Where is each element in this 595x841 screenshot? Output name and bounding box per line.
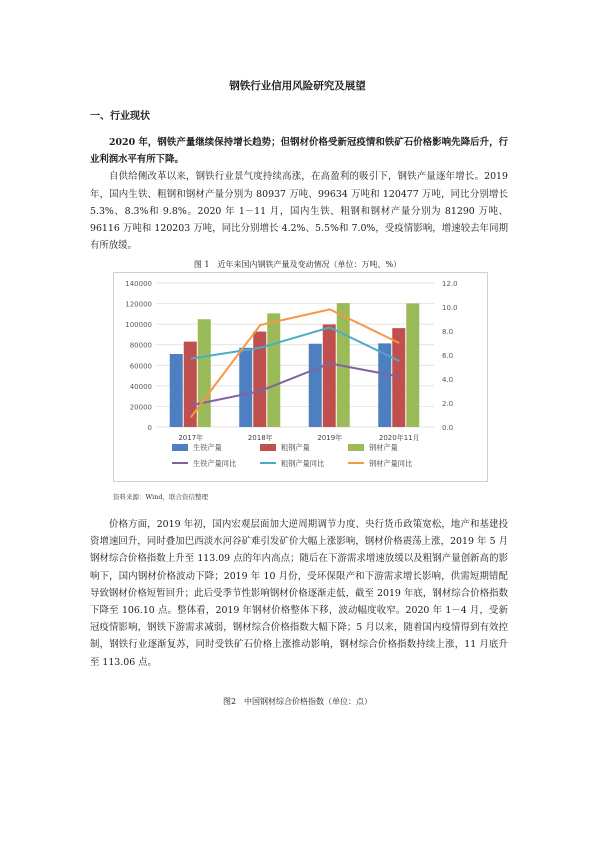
y-left-tick-label: 140000 bbox=[125, 280, 152, 288]
y-right-tick-label: 8.0 bbox=[442, 328, 454, 336]
legend-swatch bbox=[172, 444, 188, 451]
y-left-tick-label: 0 bbox=[147, 424, 152, 432]
document-title: 钢铁行业信用风险研究及展望 bbox=[229, 80, 366, 92]
x-tick-label: 2020年11月 bbox=[378, 434, 420, 442]
section-heading: 一、行业现状 bbox=[90, 111, 150, 122]
bar bbox=[323, 325, 336, 427]
y-right-tick-label: 2.0 bbox=[442, 400, 454, 408]
legend-label: 生铁产量同比 bbox=[193, 459, 237, 468]
y-left-tick-label: 80000 bbox=[129, 341, 152, 350]
figure-1-caption: 图 1 近年来国内钢铁产量及变动情况（单位：万吨、%） bbox=[193, 260, 402, 269]
paragraph-1-body: 自供给侧改革以来，钢铁行业景气度持续高涨，在高盈利的吸引下，钢铁产量逐年增长。2019 年，国内生铁、粗钢和钢材产量分别为 80937 万吨、99634 万吨和 120477 万吨，同比分别增长 5.3%、8.3%和 9.8%。2020 年 1－11 月，国内生铁、粗钢和钢材产量分别为 81290 万吨、96116 万吨和 120203 万吨，同比分别增长 4.2%、5.5%和 7.0%，受疫情影响，增速较去年同期有所放缓。 bbox=[90, 171, 508, 252]
paragraph-2: 价格方面，2019 年初，国内宏观层面加大逆周期调节力度、央行货币政策宽松，地产和基建投资增速回升，同时叠加巴西淡水河谷矿难引发矿价大幅上涨影响，钢材价格震荡上涨，2019 年 5 月钢材综合价格指数上升至 113.09 点的年内高点；随后在下游需求增速放缓以及粗钢产量创新高的影响下，国内钢材价格波动下降；2019 年 10 月份，受环保限产和下游需求增长影响，供需短期错配导致钢材价格短暂回升；此后受季节性影响钢材价格逐渐走低，截至 2019 年底，钢材综合价格指数下降至 106.10 点。整体看，2019 年钢材价格整体下移，波动幅度收窄。2020 年 1－4 月，受新冠疫情影响，钢铁下游需求减弱，钢材综合价格指数大幅下降；5 月以来，随着国内疫情得到有效控制，钢铁行业逐渐复苏，同时受铁矿石价格上涨推动影响，钢材综合价格指数持续上涨，11 月底升至 113.06 点。 bbox=[90, 519, 508, 668]
y-right-tick-label: 0.0 bbox=[442, 424, 454, 432]
y-left-tick-label: 20000 bbox=[129, 403, 152, 412]
legend-label: 粗钢产量 bbox=[281, 443, 310, 452]
legend-label: 粗钢产量同比 bbox=[281, 459, 325, 468]
bar bbox=[198, 319, 211, 427]
x-tick-label: 2019年 bbox=[317, 434, 343, 442]
bar bbox=[267, 313, 280, 427]
bar bbox=[239, 348, 252, 427]
x-tick-label: 2017年 bbox=[178, 434, 204, 442]
legend-swatch bbox=[348, 444, 364, 451]
legend-label: 钢材产量 bbox=[369, 443, 398, 452]
y-left-tick-label: 60000 bbox=[129, 362, 152, 371]
figure-2-caption: 图2 中国钢材综合价格指数（单位：点） bbox=[222, 697, 373, 706]
x-tick-label: 2018年 bbox=[247, 434, 273, 442]
y-left-tick-label: 100000 bbox=[125, 321, 152, 330]
paragraph-1-lead: 2020 年，钢铁产量继续保持增长趋势；但钢材价格受新冠疫情和铁矿石价格影响先降后升，行业利润水平有所下降。 bbox=[90, 137, 508, 166]
figure-1-chart bbox=[113, 272, 488, 482]
legend-label: 钢材产量同比 bbox=[369, 459, 413, 468]
bar bbox=[406, 303, 419, 427]
bar bbox=[309, 344, 322, 427]
y-left-tick-label: 120000 bbox=[125, 300, 152, 309]
bar bbox=[184, 342, 197, 427]
series-line bbox=[191, 363, 400, 405]
source-note: 资料来源：Wind，联合资信整理 bbox=[113, 493, 208, 501]
legend-label: 生铁产量 bbox=[193, 443, 222, 452]
series-line bbox=[191, 327, 400, 361]
y-left-tick-label: 40000 bbox=[129, 382, 152, 391]
bar bbox=[170, 354, 183, 427]
legend-swatch bbox=[260, 444, 276, 451]
y-right-tick-label: 4.0 bbox=[442, 376, 454, 384]
y-right-tick-label: 10.0 bbox=[442, 304, 458, 312]
y-right-tick-label: 12.0 bbox=[442, 280, 458, 288]
production-chart bbox=[114, 273, 487, 481]
y-right-tick-label: 6.0 bbox=[442, 352, 454, 360]
series-line bbox=[191, 309, 400, 417]
paragraph-1 bbox=[90, 134, 508, 254]
